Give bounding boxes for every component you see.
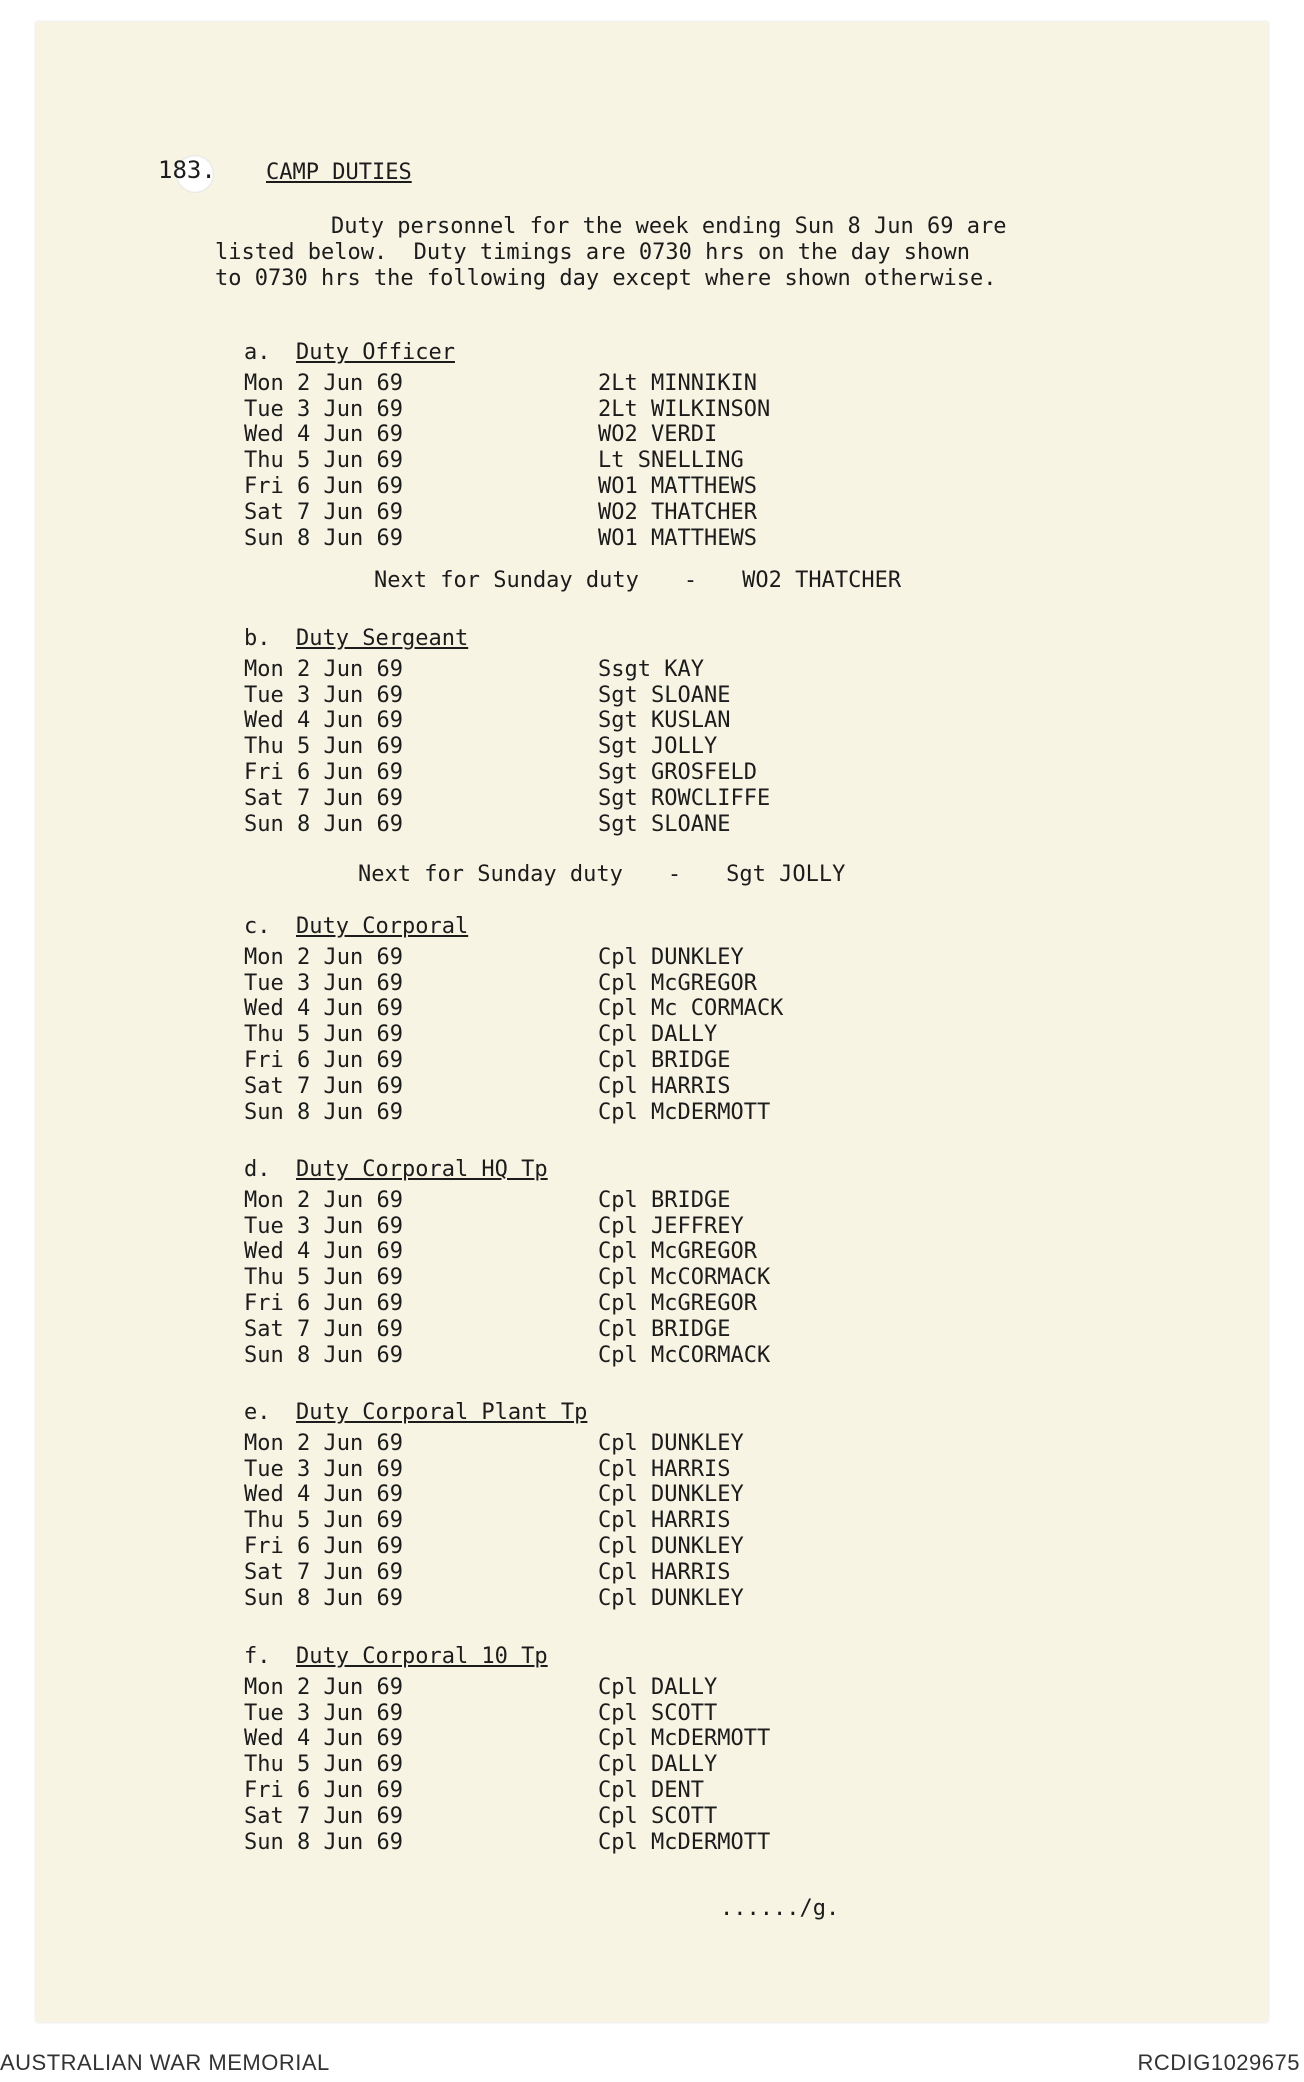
duty-person: Cpl DUNKLEY: [598, 1482, 744, 1508]
duty-person: WO2 THATCHER: [598, 499, 757, 525]
next-sunday-duty: [358, 862, 845, 888]
duty-person: Cpl HARRIS: [598, 1508, 731, 1534]
section-heading: [244, 1157, 548, 1183]
roster-row: [244, 996, 784, 1022]
duty-date: Thu 5 Jun 69: [244, 1752, 403, 1778]
roster-row: [244, 1187, 731, 1214]
duty-person: Sgt SLOANE: [598, 811, 731, 837]
roster-row: [244, 1777, 704, 1804]
section-letter: c.: [244, 914, 271, 939]
section-letter: e.: [244, 1400, 271, 1425]
duty-roster: [244, 1430, 744, 1612]
duty-date: Mon 2 Jun 69: [244, 1674, 403, 1700]
duty-person: Cpl BRIDGE: [598, 1047, 731, 1073]
next-sunday-duty: [374, 568, 901, 594]
duty-person: Cpl DENT: [598, 1777, 704, 1803]
duty-date: Sun 8 Jun 69: [244, 1099, 403, 1125]
duty-person: Cpl McGREGOR: [598, 1239, 757, 1265]
section-title: Duty Sergeant: [296, 626, 469, 651]
duty-date: Tue 3 Jun 69: [244, 1213, 403, 1239]
duty-date: Tue 3 Jun 69: [244, 682, 403, 708]
duty-date: Sat 7 Jun 69: [244, 1316, 403, 1342]
duty-person: Cpl BRIDGE: [598, 1187, 731, 1213]
roster-row: [244, 1290, 757, 1317]
duty-date: Sat 7 Jun 69: [244, 1803, 403, 1829]
roster-row: [244, 370, 757, 397]
roster-row: [244, 473, 757, 500]
duty-person: Cpl DALLY: [598, 1752, 718, 1778]
duty-date: Mon 2 Jun 69: [244, 370, 403, 396]
duty-person: WO1 MATTHEWS: [598, 525, 757, 551]
section-title: Duty Officer: [296, 340, 455, 365]
next-sunday-person: WO2 THATCHER: [742, 568, 902, 593]
duty-date: Fri 6 Jun 69: [244, 473, 403, 499]
roster-row: [244, 1316, 731, 1343]
duty-date: Sun 8 Jun 69: [244, 811, 403, 837]
duty-date: Fri 6 Jun 69: [244, 1047, 403, 1073]
next-sunday-label: Next for Sunday duty: [358, 862, 623, 887]
roster-row: [244, 811, 731, 838]
roster-row: [244, 448, 744, 474]
duty-person: Sgt SLOANE: [598, 682, 731, 708]
roster-row: [244, 785, 771, 812]
section-heading: [244, 340, 455, 366]
intro-line: listed below. Duty timings are 0730 hrs on the day shown: [215, 239, 970, 265]
roster-row: [244, 944, 744, 971]
next-sunday-dash: -: [667, 862, 682, 887]
duty-section: [244, 626, 771, 837]
duty-person: Cpl HARRIS: [598, 1456, 731, 1482]
section-title: Duty Corporal 10 Tp: [296, 1644, 548, 1669]
duty-date: Tue 3 Jun 69: [244, 970, 403, 996]
roster-row: [244, 1752, 718, 1778]
intro-line: to 0730 hrs the following day except where shown otherwise.: [215, 265, 997, 291]
section-heading: [244, 1644, 548, 1670]
section-heading: [244, 914, 468, 940]
duty-date: Thu 5 Jun 69: [244, 448, 403, 474]
roster-row: [244, 734, 718, 760]
roster-row: [244, 1430, 744, 1457]
section-letter: a.: [244, 340, 271, 365]
section-title: Duty Corporal Plant Tp: [296, 1400, 588, 1425]
duty-date: Sun 8 Jun 69: [244, 1342, 403, 1368]
duty-person: Sgt JOLLY: [598, 734, 718, 760]
section-title: Duty Corporal: [296, 914, 469, 939]
next-sunday-label: Next for Sunday duty: [374, 568, 639, 593]
roster-row: [244, 656, 704, 683]
duty-date: Wed 4 Jun 69: [244, 708, 403, 734]
duty-person: Cpl HARRIS: [598, 1559, 731, 1585]
duty-date: Fri 6 Jun 69: [244, 1777, 403, 1803]
duty-person: Cpl SCOTT: [598, 1700, 718, 1726]
roster-row: [244, 1700, 718, 1727]
duty-section: [244, 1157, 771, 1368]
duty-section: [244, 1644, 771, 1855]
roster-row: [244, 708, 731, 734]
duty-person: Cpl McCORMACK: [598, 1342, 771, 1368]
duty-person: Sgt KUSLAN: [598, 708, 731, 734]
next-sunday-person: Sgt JOLLY: [726, 862, 846, 887]
duty-date: Fri 6 Jun 69: [244, 759, 403, 785]
duty-date: Thu 5 Jun 69: [244, 1022, 403, 1048]
duty-person: Ssgt KAY: [598, 656, 704, 682]
duty-date: Wed 4 Jun 69: [244, 1239, 403, 1265]
duty-date: Thu 5 Jun 69: [244, 1508, 403, 1534]
footer-reference: RCDIG1029675: [1137, 2050, 1300, 2075]
section-title: Duty Corporal HQ Tp: [296, 1157, 548, 1182]
item-number: 183.: [158, 156, 216, 184]
duty-person: Cpl Mc CORMACK: [598, 996, 784, 1022]
duty-person: Lt SNELLING: [598, 448, 744, 474]
roster-row: [244, 1022, 718, 1048]
duty-date: Sat 7 Jun 69: [244, 1559, 403, 1585]
duty-person: Cpl McDERMOTT: [598, 1726, 771, 1752]
roster-row: [244, 1342, 771, 1369]
duty-date: Mon 2 Jun 69: [244, 944, 403, 970]
duty-date: Sat 7 Jun 69: [244, 785, 403, 811]
roster-row: [244, 1533, 744, 1560]
duty-person: 2Lt MINNIKIN: [598, 370, 757, 396]
duty-date: Mon 2 Jun 69: [244, 1430, 403, 1456]
duty-date: Mon 2 Jun 69: [244, 1187, 403, 1213]
roster-row: [244, 1073, 731, 1100]
roster-row: [244, 396, 771, 423]
duty-person: Cpl DUNKLEY: [598, 1585, 744, 1611]
duty-person: Cpl McGREGOR: [598, 1290, 757, 1316]
duty-person: Cpl HARRIS: [598, 1073, 731, 1099]
roster-row: [244, 1239, 757, 1265]
duty-date: Fri 6 Jun 69: [244, 1533, 403, 1559]
roster-row: [244, 499, 757, 526]
duty-person: Cpl DUNKLEY: [598, 1533, 744, 1559]
duty-date: Sat 7 Jun 69: [244, 1073, 403, 1099]
duty-date: Tue 3 Jun 69: [244, 1700, 403, 1726]
duty-person: Cpl McGREGOR: [598, 970, 757, 996]
roster-row: [244, 1482, 744, 1508]
footer-institution: AUSTRALIAN WAR MEMORIAL: [0, 2050, 330, 2075]
intro-line: Duty personnel for the week ending Sun 8 Jun 69 are: [331, 214, 1007, 239]
duty-date: Sun 8 Jun 69: [244, 525, 403, 551]
section-letter: d.: [244, 1157, 271, 1182]
duty-person: 2Lt WILKINSON: [598, 396, 771, 422]
roster-row: [244, 970, 757, 997]
duty-date: Thu 5 Jun 69: [244, 1265, 403, 1291]
duty-date: Wed 4 Jun 69: [244, 1726, 403, 1752]
duty-person: Sgt GROSFELD: [598, 759, 757, 785]
section-letter: b.: [244, 626, 271, 651]
duty-roster: [244, 656, 771, 838]
roster-row: [244, 1099, 771, 1126]
section-heading: [244, 626, 468, 652]
duty-person: Cpl DALLY: [598, 1674, 718, 1700]
duty-date: Wed 4 Jun 69: [244, 996, 403, 1022]
duty-person: Cpl DALLY: [598, 1022, 718, 1048]
duty-date: Sun 8 Jun 69: [244, 1829, 403, 1855]
page-title: CAMP DUTIES: [266, 160, 412, 185]
duty-section: [244, 340, 771, 551]
duty-date: Thu 5 Jun 69: [244, 734, 403, 760]
section-letter: f.: [244, 1644, 271, 1669]
roster-row: [244, 1265, 771, 1291]
roster-row: [244, 1803, 718, 1830]
duty-date: Wed 4 Jun 69: [244, 422, 403, 448]
duty-section: [244, 914, 784, 1125]
roster-row: [244, 1829, 771, 1856]
roster-row: [244, 1213, 744, 1240]
intro-paragraph: [215, 214, 1211, 291]
duty-person: Sgt ROWCLIFFE: [598, 785, 771, 811]
duty-person: Cpl McDERMOTT: [598, 1099, 771, 1125]
roster-row: [244, 1585, 744, 1612]
duty-person: Cpl DUNKLEY: [598, 944, 744, 970]
duty-date: Mon 2 Jun 69: [244, 656, 403, 682]
duty-person: Cpl JEFFREY: [598, 1213, 744, 1239]
roster-row: [244, 525, 757, 552]
roster-row: [244, 422, 718, 448]
duty-roster: [244, 944, 784, 1126]
duty-roster: [244, 370, 771, 552]
duty-date: Sun 8 Jun 69: [244, 1585, 403, 1611]
next-sunday-dash: -: [683, 568, 698, 593]
roster-row: [244, 1674, 718, 1701]
roster-row: [244, 1726, 771, 1752]
duty-date: Sat 7 Jun 69: [244, 499, 403, 525]
duty-person: Cpl McCORMACK: [598, 1265, 771, 1291]
duty-person: Cpl McDERMOTT: [598, 1829, 771, 1855]
duty-date: Wed 4 Jun 69: [244, 1482, 403, 1508]
duty-person: Cpl BRIDGE: [598, 1316, 731, 1342]
duty-section: [244, 1400, 744, 1611]
roster-row: [244, 1047, 731, 1074]
duty-roster: [244, 1187, 771, 1369]
duty-person: Cpl DUNKLEY: [598, 1430, 744, 1456]
duty-person: WO2 VERDI: [598, 422, 718, 448]
duty-date: Tue 3 Jun 69: [244, 1456, 403, 1482]
roster-row: [244, 759, 757, 786]
duty-person: WO1 MATTHEWS: [598, 473, 757, 499]
section-heading: [244, 1400, 587, 1426]
duty-roster: [244, 1674, 771, 1856]
roster-row: [244, 1508, 731, 1534]
roster-row: [244, 1559, 731, 1586]
roster-row: [244, 1456, 731, 1483]
duty-date: Tue 3 Jun 69: [244, 396, 403, 422]
continuation-marker: ....../g.: [720, 1896, 840, 1921]
duty-date: Fri 6 Jun 69: [244, 1290, 403, 1316]
roster-row: [244, 682, 731, 709]
duty-person: Cpl SCOTT: [598, 1803, 718, 1829]
